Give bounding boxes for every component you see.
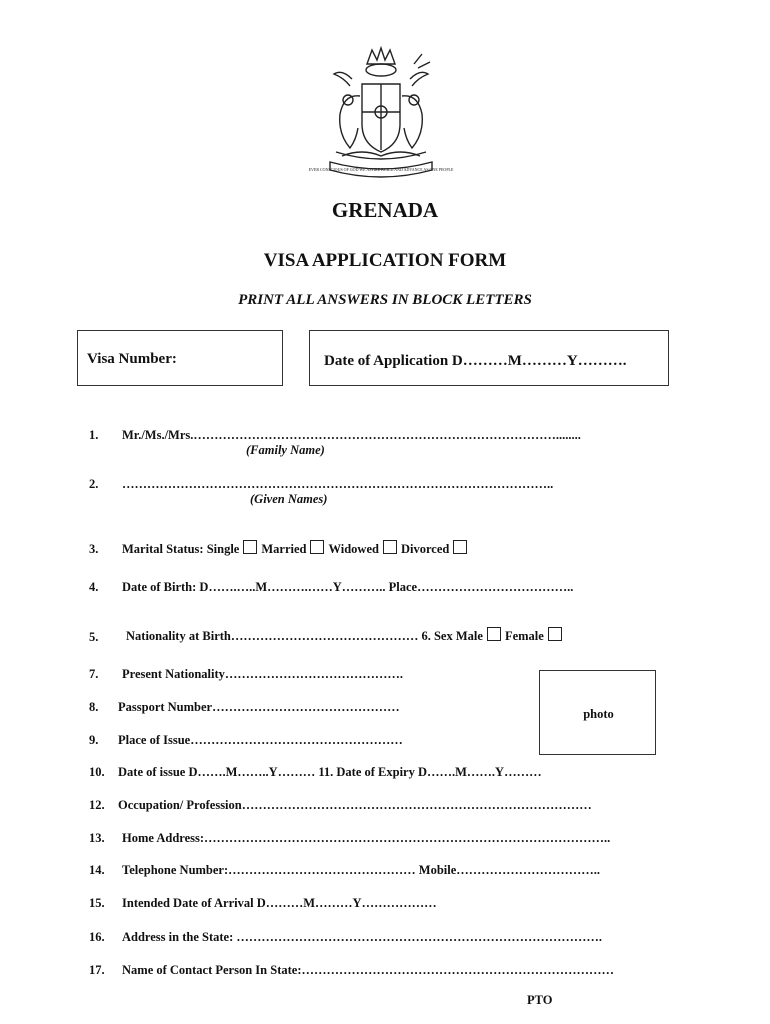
field-12-number: 12. bbox=[89, 798, 105, 812]
field-16-number: 16. bbox=[89, 930, 105, 944]
field-8-number: 8. bbox=[89, 700, 99, 714]
given-names-caption: (Given Names) bbox=[250, 492, 328, 506]
visa-number-label: Visa Number: bbox=[87, 351, 177, 367]
marital-status-row bbox=[122, 540, 471, 557]
photo-box[interactable] bbox=[539, 670, 656, 755]
date-of-application-label: Date of Application D………M………Y………. bbox=[324, 353, 627, 369]
field-17-number: 17. bbox=[89, 963, 105, 977]
pto-note: PTO bbox=[527, 993, 553, 1007]
field-4-number: 4. bbox=[89, 580, 99, 594]
field-7-number: 7. bbox=[89, 667, 99, 681]
divorced-checkbox[interactable] bbox=[453, 540, 467, 554]
passport-number-field[interactable]: Passport Number……………………………………… bbox=[118, 700, 400, 714]
married-label: Married bbox=[261, 542, 307, 556]
occupation-field[interactable]: Occupation/ Profession………………………………………………………………………… bbox=[118, 798, 592, 812]
field-10-number: 10. bbox=[89, 765, 105, 779]
block-letters-instruction: PRINT ALL ANSWERS IN BLOCK LETTERS bbox=[238, 292, 532, 308]
field-1-number: 1. bbox=[89, 428, 99, 442]
date-of-application-box[interactable] bbox=[309, 330, 669, 386]
form-title: VISA APPLICATION FORM bbox=[263, 250, 507, 271]
nationality-at-birth-field[interactable]: Nationality at Birth……………………………………… 6. Sex Male bbox=[126, 629, 483, 643]
field-2-number: 2. bbox=[89, 477, 99, 491]
photo-label: photo bbox=[583, 707, 614, 721]
widowed-checkbox[interactable] bbox=[383, 540, 397, 554]
widowed-label: Widowed bbox=[328, 542, 379, 556]
male-checkbox[interactable] bbox=[487, 627, 501, 641]
present-nationality-field[interactable]: Present Nationality……………………………………. bbox=[122, 667, 404, 681]
field-14-number: 14. bbox=[89, 863, 105, 877]
field-3-number: 3. bbox=[89, 542, 99, 556]
given-names-field[interactable]: ………………………………………………………………………………………….. bbox=[122, 477, 554, 491]
field-15-number: 15. bbox=[89, 896, 105, 910]
svg-text:EVER CONSCIOUS OF GOD WE ASPIR: EVER CONSCIOUS OF GOD WE ASPIRE BUILD AND ADVANCE AS ONE PEOPLE bbox=[308, 167, 454, 172]
female-checkbox[interactable] bbox=[548, 627, 562, 641]
field-9-number: 9. bbox=[89, 733, 99, 747]
issue-expiry-date-field[interactable]: Date of issue D…….M……..Y……… 11. Date of Expiry D…….M…….Y……… bbox=[118, 765, 542, 779]
divorced-label: Divorced bbox=[400, 542, 450, 556]
country-title: GRENADA bbox=[331, 198, 439, 222]
female-label: Female bbox=[504, 629, 544, 643]
contact-person-field[interactable]: Name of Contact Person In State:………………………………………………………………… bbox=[122, 963, 614, 977]
home-address-field[interactable]: Home Address:…………………………………………………………………………………….. bbox=[122, 831, 611, 845]
marital-status-label: Marital Status: Single bbox=[122, 542, 240, 556]
family-name-caption: (Family Name) bbox=[246, 443, 325, 457]
arrival-date-field[interactable]: Intended Date of Arrival D………M………Y……………… bbox=[122, 896, 437, 910]
telephone-mobile-field[interactable]: Telephone Number:……………………………………… Mobile…………………………….. bbox=[122, 863, 601, 877]
family-name-field[interactable]: Mr./Ms./Mrs.……………………………………………………………………………........ bbox=[122, 428, 581, 442]
nationality-sex-row bbox=[126, 627, 566, 644]
single-checkbox[interactable] bbox=[243, 540, 257, 554]
field-5-number: 5. bbox=[89, 630, 99, 644]
place-of-issue-field[interactable]: Place of Issue…………………………………………… bbox=[118, 733, 403, 747]
visa-number-box[interactable] bbox=[77, 330, 283, 386]
date-of-birth-field[interactable]: Date of Birth: D…….…..M……….……Y……….. Place……………………………….. bbox=[122, 580, 574, 594]
field-13-number: 13. bbox=[89, 831, 105, 845]
married-checkbox[interactable] bbox=[310, 540, 324, 554]
coat-of-arms-crest bbox=[308, 44, 454, 180]
address-in-state-field[interactable]: Address in the State: ……………………………………………………………………………. bbox=[122, 930, 602, 944]
